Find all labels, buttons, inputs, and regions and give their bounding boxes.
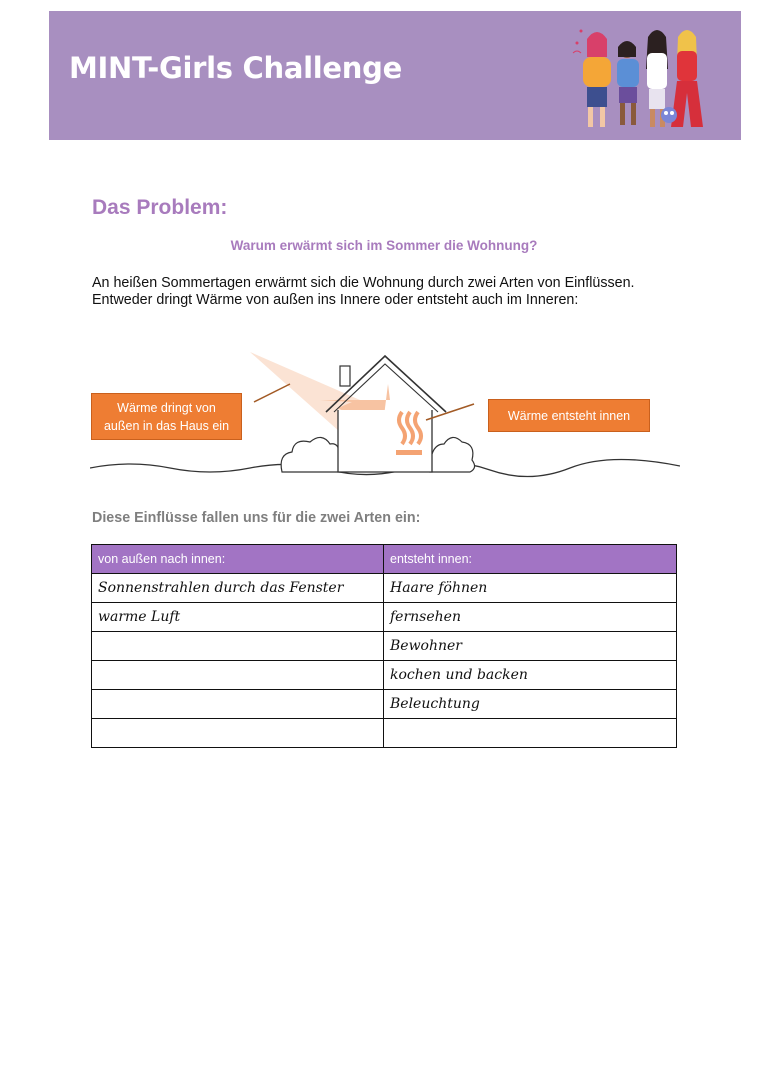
- table-row: [92, 603, 677, 632]
- intro-text: An heißen Sommertagen erwärmt sich die Wohnung durch zwei Arten von Einflüssen. Entweder dringt Wärme von außen ins Innere oder entsteht auch im Inneren:: [92, 275, 635, 308]
- section-heading: Das Problem:: [92, 196, 228, 219]
- bush-left: [281, 437, 340, 472]
- connector-left: [254, 384, 290, 402]
- table-cell: [92, 719, 384, 748]
- column-header-inside: entsteht innen:: [384, 545, 677, 574]
- question: Warum erwärmt sich im Sommer die Wohnung?: [230, 238, 538, 253]
- column-header-outside: von außen nach innen:: [92, 545, 384, 574]
- chimney: [340, 366, 350, 386]
- label-heat-inside: Wärme entsteht innen: [488, 399, 650, 432]
- table-cell: Beleuchtung: [384, 690, 677, 719]
- table-cell: Haare föhnen: [384, 574, 677, 603]
- table-row: [92, 690, 677, 719]
- table-cell: fernsehen: [384, 603, 677, 632]
- table-row: [92, 632, 677, 661]
- table-header-row: [92, 545, 677, 574]
- table-cell: [92, 632, 384, 661]
- table-cell: warme Luft: [92, 603, 384, 632]
- girls-illustration: [569, 23, 719, 133]
- table-row: [92, 719, 677, 748]
- table-cell: [92, 690, 384, 719]
- table-cell: [92, 661, 384, 690]
- influences-table: [91, 544, 677, 748]
- influences-heading: Diese Einflüsse fallen uns für die zwei Arten ein:: [92, 510, 421, 526]
- table-cell: Sonnenstrahlen durch das Fenster: [92, 574, 384, 603]
- header-banner: [49, 11, 741, 140]
- table-cell: kochen und backen: [384, 661, 677, 690]
- bush-right: [430, 437, 475, 472]
- page-title: MINT-Girls Challenge: [69, 51, 402, 85]
- label-outside-line1: Wärme dringt von: [117, 400, 216, 415]
- table-row: [92, 574, 677, 603]
- label-heat-from-outside: [91, 393, 242, 440]
- label-outside-line2: außen in das Haus ein: [103, 418, 230, 433]
- table-row: [92, 661, 677, 690]
- table-cell: [384, 719, 677, 748]
- table-cell: Bewohner: [384, 632, 677, 661]
- connector-right: [426, 404, 474, 420]
